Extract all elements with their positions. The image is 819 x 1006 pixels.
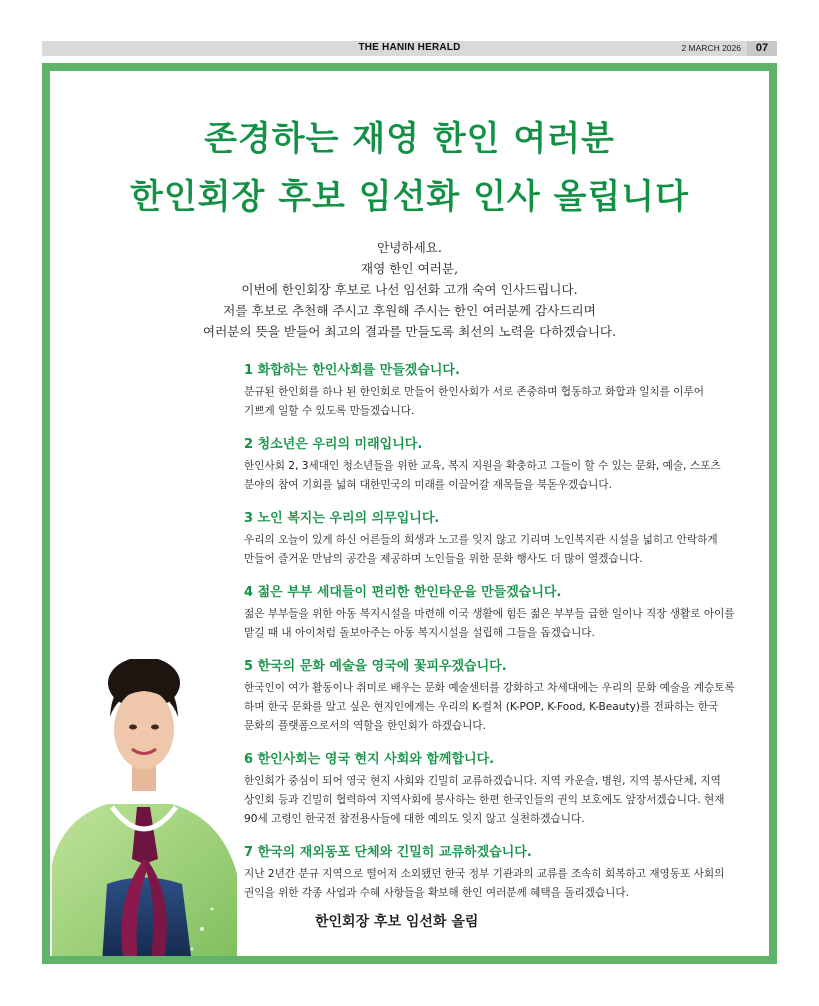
pledge-title: 3 노인 복지는 우리의 의무입니다.: [244, 511, 440, 526]
headline-line-2: 한인회장 후보 임선화 인사 올립니다: [129, 177, 689, 217]
pledge-item: [244, 510, 764, 569]
pledge-title: 1 화합하는 한인사회를 만들겠습니다.: [244, 363, 460, 378]
pledge-body: [244, 605, 764, 643]
pledge-body: [244, 772, 764, 829]
greeting-message: [50, 237, 769, 342]
pledge-line: 한국인이 여가 활동이나 취미로 배우는 문화 예술센터를 강화하고 차세대에는 우리의 문화 예술을 계승토록: [244, 682, 735, 694]
candidate-portrait: [52, 659, 237, 964]
pledge-item: [244, 436, 764, 495]
pledge-line: 문화의 플랫폼으로서의 역할을 한인회가 하겠습니다.: [244, 720, 486, 732]
pledge-line: 만들어 즐거운 만남의 공간을 제공하며 노인들을 위한 문화 행사도 더 많이 열겠습니다.: [244, 553, 643, 565]
pledge-line: 하며 한국 문화를 알고 싶은 현지인에게는 우리의 K-컬처 (K-POP, K-Food, K-Beauty)를 전파하는 한국: [244, 701, 719, 713]
pledge-line: 젊은 부부들을 위한 아동 복지시설을 마련해 이국 생활에 힘든 젊은 부부들 급한 일이나 직장 생활로 아이를: [244, 608, 735, 620]
pledge-line: 우리의 오늘이 있게 하신 어른들의 희생과 노고를 잊지 않고 기리며 노인복지관 시설을 넓히고 안락하게: [244, 534, 718, 546]
pledge-line: 90세 고령인 한국전 참전용사들에 대한 예의도 잊지 않고 실천하겠습니다.: [244, 813, 585, 825]
pledge-item: [244, 584, 764, 643]
pledge-body: [244, 679, 764, 736]
pledge-item: [244, 751, 764, 829]
greeting-line: 저를 후보로 추천해 주시고 후원해 주시는 한인 여러분께 감사드리며: [223, 303, 596, 318]
pledge-body: [244, 383, 764, 421]
pledge-list: [244, 362, 764, 918]
candidate-signature: 한인회장 후보 임선화 올림: [315, 914, 479, 930]
pledge-line: 한인사회 2, 3세대인 청소년들을 위한 교육, 복지 지원을 확충하고 그들이 할 수 있는 문화, 예술, 스포츠: [244, 460, 721, 472]
pledge-body: [244, 865, 764, 903]
greeting-line: 안녕하세요.: [377, 240, 442, 255]
pledge-title: 6 한인사회는 영국 현지 사회와 함께합니다.: [244, 752, 495, 767]
masthead: THE HANIN HERALD: [358, 42, 461, 53]
page-number: 07: [747, 41, 777, 56]
headline-line-1: 존경하는 재영 한인 여러분: [204, 119, 615, 159]
pledge-title: 7 한국의 재외동포 단체와 긴밀히 교류하겠습니다.: [244, 845, 532, 860]
pledge-item: [244, 844, 764, 903]
pledge-body: [244, 457, 764, 495]
pledge-body: [244, 531, 764, 569]
newspaper-header-bar: [42, 41, 777, 56]
greeting-line: 이번에 한인회장 후보로 나선 임선화 고개 숙여 인사드립니다.: [241, 282, 578, 297]
pledge-line: 권익을 위한 각종 사업과 수혜 사항들을 확보해 한인 여러분께 혜택을 돌리겠습니다.: [244, 887, 629, 899]
pledge-line: 분야의 참여 기회를 넓혀 대한민국의 미래를 이끌어갈 재목들을 북돋우겠습니다.: [244, 479, 613, 491]
pledge-line: 기쁘게 일할 수 있도록 만들겠습니다.: [244, 405, 415, 417]
pledge-line: 상인회 등과 긴밀히 협력하여 지역사회에 봉사하는 한편 한국인들의 권익 보호에도 앞장서겠습니다. 현재: [244, 794, 725, 806]
pledge-line: 분규된 한인회를 하나 된 한인회로 만들어 한인사회가 서로 존중하며 협동하고 화합과 일치를 이루어: [244, 386, 704, 398]
pledge-title: 2 청소년은 우리의 미래입니다.: [244, 437, 423, 452]
issue-date: 2 MARCH 2026: [681, 43, 741, 53]
pledge-item: [244, 362, 764, 421]
greeting-line: 여러분의 뜻을 받들어 최고의 결과를 만들도록 최선의 노력을 다하겠습니다.: [202, 324, 617, 339]
pledge-title: 5 한국의 문화 예술을 영국에 꽃피우겠습니다.: [244, 659, 507, 674]
greeting-line: 재영 한인 여러분,: [360, 261, 459, 276]
pledge-title: 4 젊은 부부 세대들이 편리한 한인타운을 만들겠습니다.: [244, 585, 562, 600]
pledge-line: 지난 2년간 분규 지역으로 떨어져 소외됐던 한국 정부 기관과의 교류를 조속히 회복하고 재영동포 사회의: [244, 868, 725, 880]
pledge-line: 맡길 때 내 아이처럼 돌보아주는 아동 복지시설을 설립해 그들을 돕겠습니다.: [244, 627, 595, 639]
pledge-item: [244, 658, 764, 736]
advertisement-frame: [42, 63, 777, 964]
pledge-line: 한인회가 중심이 되어 영국 현지 사회와 긴밀히 교류하겠습니다. 지역 카운슬, 병원, 지역 봉사단체, 지역: [244, 775, 721, 787]
